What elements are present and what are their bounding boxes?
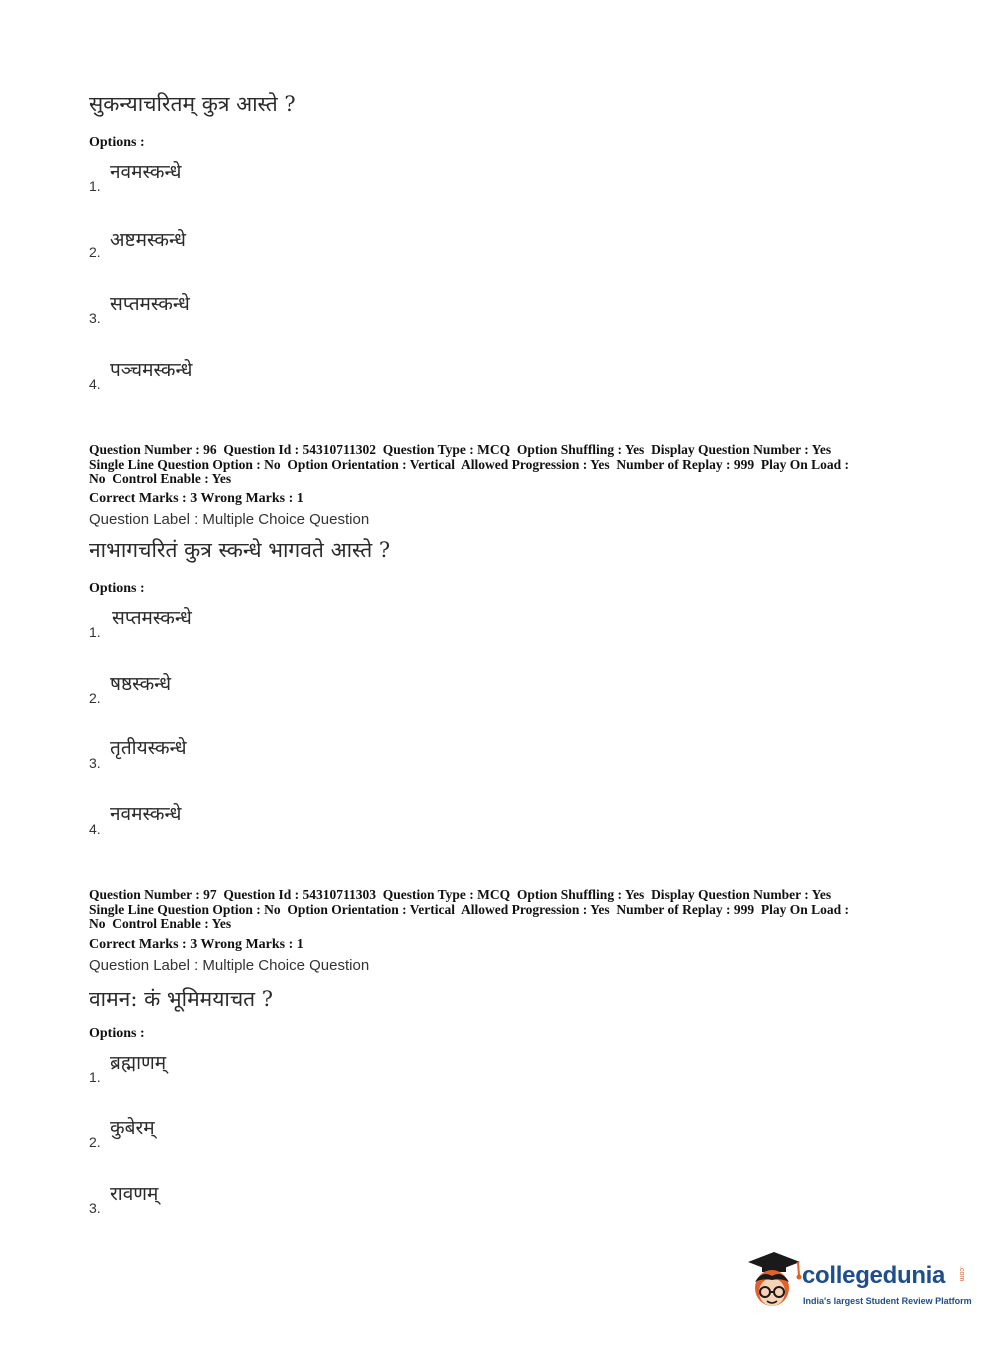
option-text: रावणम् [110, 1183, 159, 1205]
option-text: नवमस्कन्धे [110, 803, 182, 825]
option-text: नवमस्कन्धे [110, 161, 182, 183]
option-number: 3. [89, 310, 101, 326]
option-text: सप्तमस्कन्धे [112, 607, 192, 629]
question-text: नाभागचरितं कुत्र स्कन्धे भागवते आस्ते ? [89, 538, 391, 562]
option-text: सप्तमस्कन्धे [110, 293, 190, 315]
option-number: 4. [89, 821, 101, 837]
option-number: 1. [89, 624, 101, 640]
question-label: Question Label : Multiple Choice Question [89, 511, 370, 528]
logo-domain: .com [958, 1266, 965, 1282]
option-number: 1. [89, 178, 101, 194]
mascot-icon [742, 1248, 804, 1312]
question-marks: Correct Marks : 3 Wrong Marks : 1 [89, 491, 304, 506]
option-text: कुबेरम् [110, 1117, 155, 1139]
question-label: Question Label : Multiple Choice Question [89, 957, 370, 974]
logo-wordmark: collegedunia [802, 1262, 946, 1289]
question-marks: Correct Marks : 3 Wrong Marks : 1 [89, 937, 304, 952]
option-text: तृतीयस्कन्धे [110, 737, 187, 759]
option-text: ब्रह्माणम् [110, 1052, 167, 1074]
option-text: पञ्चमस्कन्धे [110, 359, 193, 381]
option-number: 2. [89, 244, 101, 260]
collegedunia-logo [742, 1248, 972, 1318]
question-meta: Question Number : 97 Question Id : 54310711303 Question Type : MCQ Option Shuffling : Yes Display Question Number : Yes Single Line Question Option : No Option Orientation : Vertical Allowed Progression : Yes Number of Replay : 999 Play On Load : No Control Enable : Yes [89, 887, 850, 931]
option-number: 3. [89, 1200, 101, 1216]
question-text: वामन: कं भूमिमयाचत ? [89, 987, 274, 1011]
option-number: 2. [89, 1134, 101, 1150]
logo-tagline: India's largest Student Review Platform [803, 1296, 972, 1306]
options-label: Options : [89, 135, 145, 150]
option-text: अष्टमस्कन्धे [110, 229, 186, 251]
option-number: 4. [89, 376, 101, 392]
options-label: Options : [89, 581, 145, 596]
option-number: 3. [89, 755, 101, 771]
option-number: 1. [89, 1069, 101, 1085]
options-label: Options : [89, 1026, 145, 1041]
option-text: षष्ठस्कन्धे [110, 673, 172, 695]
option-number: 2. [89, 690, 101, 706]
question-meta: Question Number : 96 Question Id : 54310711302 Question Type : MCQ Option Shuffling : Yes Display Question Number : Yes Single Line Question Option : No Option Orientation : Vertical Allowed Progression : Yes Number of Replay : 999 Play On Load : No Control Enable : Yes [89, 442, 850, 486]
question-text: सुकन्याचरितम् कुत्र आस्ते ? [89, 92, 296, 116]
